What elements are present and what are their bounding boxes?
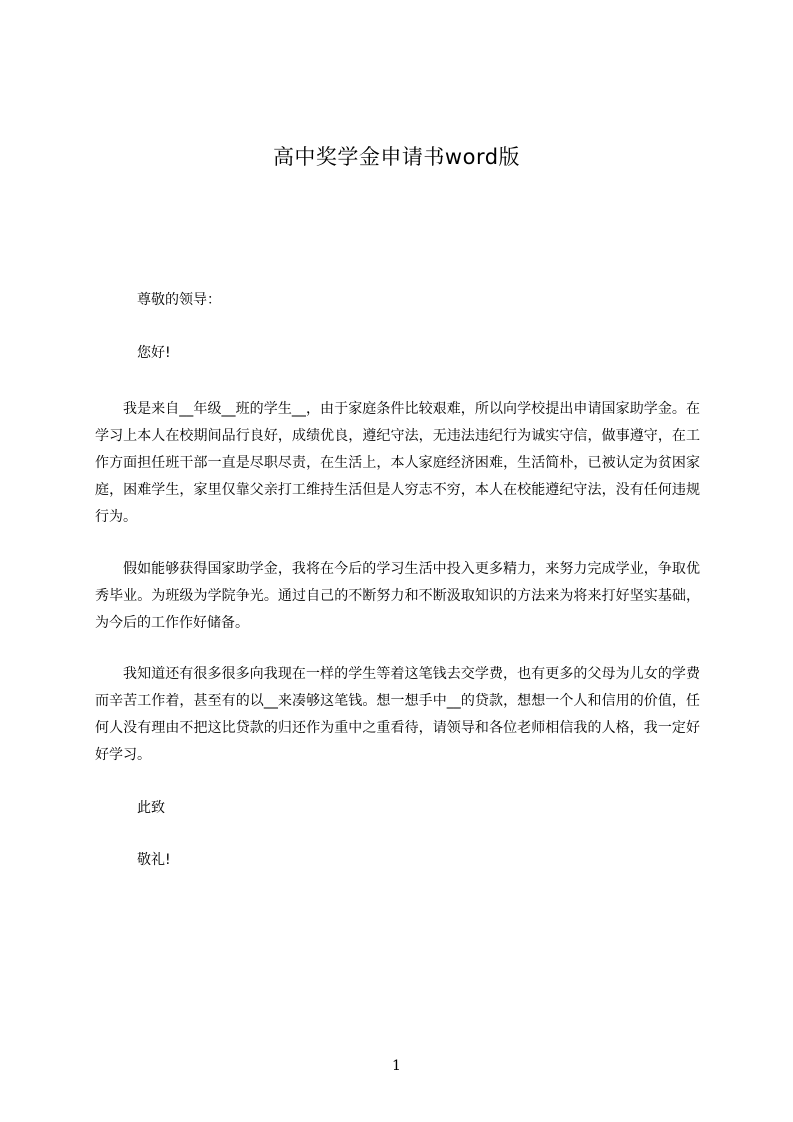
closing-regards: 此致 [137, 800, 165, 816]
body-paragraph-3: 我知道还有很多很多向我现在一样的学生等着这笔钱去交学费，也有更多的父母为儿女的学费而辛苦工作着，甚至有的以__来凑够这笔钱。想一想手中__的贷款，想想一个人和信用的价值，任何人没有理由不把这比贷款的归还作为重中之重看待，请领导和各位老师相信我的人格，我一定好好学习。 [95, 666, 700, 763]
document-title: 高中奖学金申请书word版 [272, 145, 521, 169]
body-paragraph-1: 我是来自__年级__班的学生__，由于家庭条件比较艰难，所以向学校提出申请国家助学金。在学习上本人在校期间品行良好，成绩优良，遵纪守法，无违法违纪行为诚实守信，做事遵守，在工作方面担任班干部一直是尽职尽责，在生活上，本人家庭经济困难，生活简朴，已被认定为贫困家庭，困难学生，家里仅靠父亲打工维持生活但是人穷志不穷，本人在校能遵纪守法，没有任何违规行为。 [95, 401, 700, 525]
body-paragraph-2: 假如能够获得国家助学金，我将在今后的学习生活中投入更多精力，来努力完成学业，争取优秀毕业。为班级为学院争光。通过自己的不断努力和不断汲取知识的方法来为将来打好坚实基础，为今后的工作作好储备。 [95, 561, 700, 631]
closing-salute: 敬礼! [137, 852, 171, 868]
greeting: 您好! [137, 345, 171, 361]
page-number: 1 [392, 1058, 401, 1074]
salutation: 尊敬的领导： [137, 292, 221, 308]
